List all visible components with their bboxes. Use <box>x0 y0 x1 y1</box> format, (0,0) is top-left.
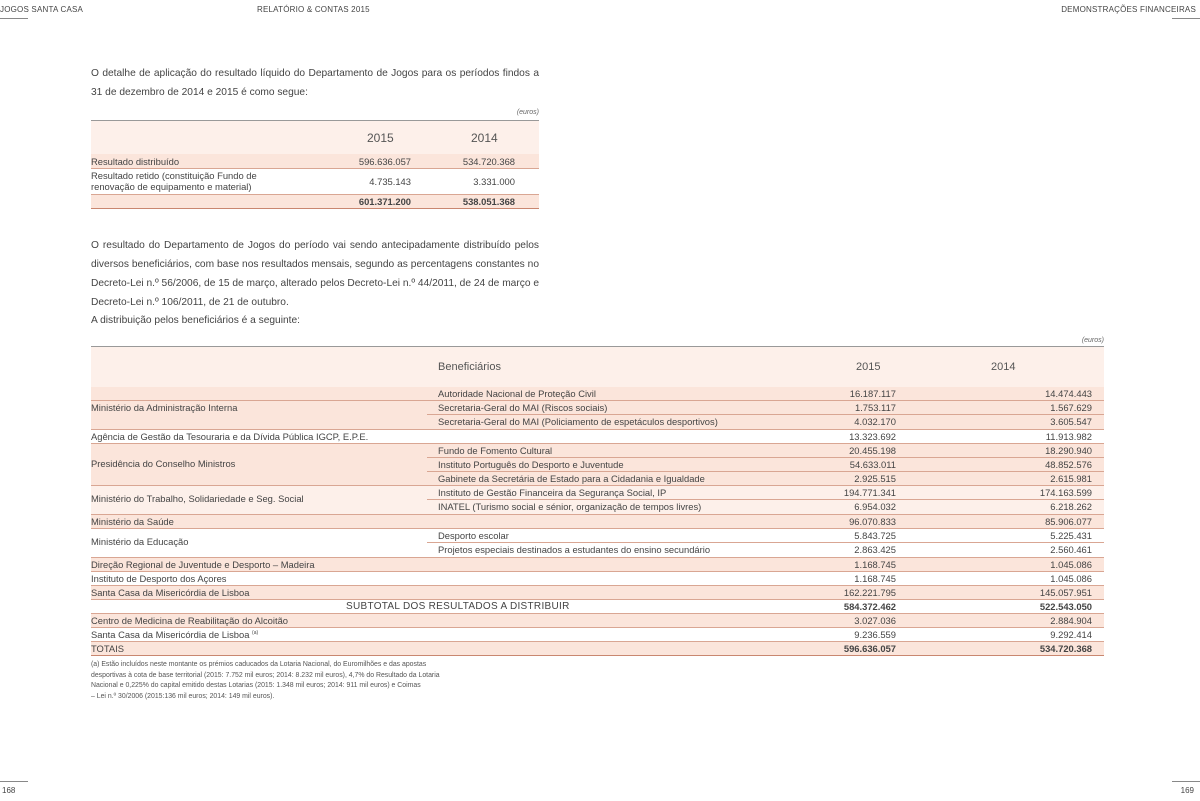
table-row: Instituto de Gestão Financeira da Segurança Social, IP 194.771.341 174.163.599 <box>427 486 1104 500</box>
header-section-title: DEMONSTRAÇÕES FINANCEIRAS <box>1061 5 1196 14</box>
table-row: Santa Casa da Misericórdia de Lisboa 162.221.795 145.057.951 <box>91 586 1104 600</box>
intro-paragraph: O detalhe de aplicação do resultado líquido do Departamento de Jogos para os períodos findos a 31 de dezembro de 2014 e 2015 é como segue: <box>91 68 539 98</box>
group-label: Ministério da Administração Interna <box>91 402 238 413</box>
table-row: Fundo de Fomento Cultural 20.455.198 18.290.940 <box>427 444 1104 458</box>
table1-col-2014: 2014 <box>471 131 498 145</box>
header-report-title: RELATÓRIO & CONTAS 2015 <box>257 5 370 14</box>
table-row: Secretaria-Geral do MAI (Policiamento de espetáculos desportivos) 4.032.170 3.605.547 <box>438 416 1092 427</box>
table2-units: (euros) <box>1081 337 1104 344</box>
header-rule-right <box>1172 18 1200 19</box>
footnote-marker: (a) <box>252 629 259 636</box>
table-row: Centro de Medicina de Reabilitação do Alcoitão 3.027.036 2.884.904 <box>91 614 1104 628</box>
table1-units: (euros) <box>516 109 539 116</box>
group-mtsss <box>91 486 1104 515</box>
table-row: Agência de Gestão da Tesouraria e da Dívida Pública IGCP, E.P.E. 13.323.692 11.913.982 <box>91 430 1104 444</box>
distribution-paragraph: O resultado do Departamento de Jogos do período vai sendo antecipadamente distribuído pelos diversos beneficiários, com base nos resultados mensais, segundo as percentagens constantes no Decreto-Lei n.º 56/2006, de 15 de março, alterado pelos Decreto-Lei n.º 44/2011, de 24 de março e Decreto-Lei n.º 106/2011, de 21 de outubro. <box>91 240 539 308</box>
table-row: Santa Casa da Misericórdia de Lisboa $^{(a)}$ 9.236.559 9.292.414 <box>91 628 1104 642</box>
result-application-table <box>91 109 539 209</box>
table-row: Autoridade Nacional de Proteção Civil 16.187.117 14.474.443 <box>91 387 1104 401</box>
table-row: Instituto de Desporto dos Açores 1.168.745 1.045.086 <box>91 572 1104 586</box>
footer-rule-left <box>0 781 28 782</box>
page-number-right: 169 <box>1180 786 1194 795</box>
table1-total-row: 601.371.200 538.051.368 <box>91 195 539 209</box>
distribution-intro: A distribuição pelos beneficiários é a seguinte: <box>91 315 300 326</box>
page-number-left: 168 <box>2 786 16 795</box>
table2-header <box>91 346 1104 387</box>
group-me <box>91 529 1104 558</box>
table1-header <box>91 121 539 154</box>
group-pcm <box>91 444 1104 486</box>
col-2015: 2015 <box>856 361 881 373</box>
table1-col-2015: 2015 <box>367 131 394 145</box>
subtotal-row: SUBTOTAL DOS RESULTADOS A DISTRIBUIR 584.372.462 522.543.050 <box>91 600 1104 614</box>
col-beneficiarios: Beneficiários <box>438 361 501 373</box>
table-row: Resultado distribuído 596.636.057 534.720.368 <box>91 154 539 169</box>
table-row: Desporto escolar 5.843.725 5.225.431 <box>427 529 1104 543</box>
footnote: (a) Estão incluídos neste montante os prémios caducados da Lotaria Nacional, do Euromilhões e das apostas desportivas à cota de base territorial (2015: 7.752 mil euros; 2014: 8.232 mil euros), 4,7% do Resultado da Lotaria Nacional e 0,225% do capital emitido destas Lotarias (2015: 1.348 mil euros; 2014: 911 mil euros) e Coimas – Lei n.º 30/2006 (2015:136 mil euros; 2014: 149 mil euros). <box>91 661 440 700</box>
footer-rule-right <box>1172 781 1200 782</box>
table-row: Ministério da Saúde 96.070.833 85.906.077 <box>91 515 1104 529</box>
group-label: Ministério do Trabalho, Solidariedade e Seg. Social <box>91 493 304 504</box>
table-row: Resultado retido (constituição Fundo de renovação de equipamento e material) 4.735.143 3.331.000 <box>91 169 539 195</box>
table-row: INATEL (Turismo social e sénior, organização de tempos livres) 6.954.032 6.218.262 <box>438 501 1092 512</box>
header-rule-left <box>0 18 28 19</box>
table-row: Gabinete da Secretária de Estado para a Cidadania e Igualdade 2.925.515 2.615.981 <box>438 473 1092 484</box>
group-mai <box>91 387 1104 430</box>
header-doc-title: JOGOS SANTA CASA <box>0 5 84 14</box>
col-2014: 2014 <box>991 361 1016 373</box>
table-row: Direção Regional de Juventude e Desporto – Madeira 1.168.745 1.045.086 <box>91 558 1104 572</box>
beneficiaries-table <box>91 337 1104 656</box>
table-row: Secretaria-Geral do MAI (Riscos sociais) 1.753.117 1.567.629 <box>427 401 1104 415</box>
group-label: Presidência do Conselho Ministros <box>91 458 236 469</box>
table-row: Instituto Português do Desporto e Juventude 54.633.011 48.852.576 <box>427 458 1104 472</box>
totals-row: TOTAIS 596.636.057 534.720.368 <box>91 642 1104 656</box>
group-label: Ministério da Educação <box>91 536 189 547</box>
table-row: Projetos especiais destinados a estudantes do ensino secundário 2.863.425 2.560.461 <box>438 544 1092 555</box>
